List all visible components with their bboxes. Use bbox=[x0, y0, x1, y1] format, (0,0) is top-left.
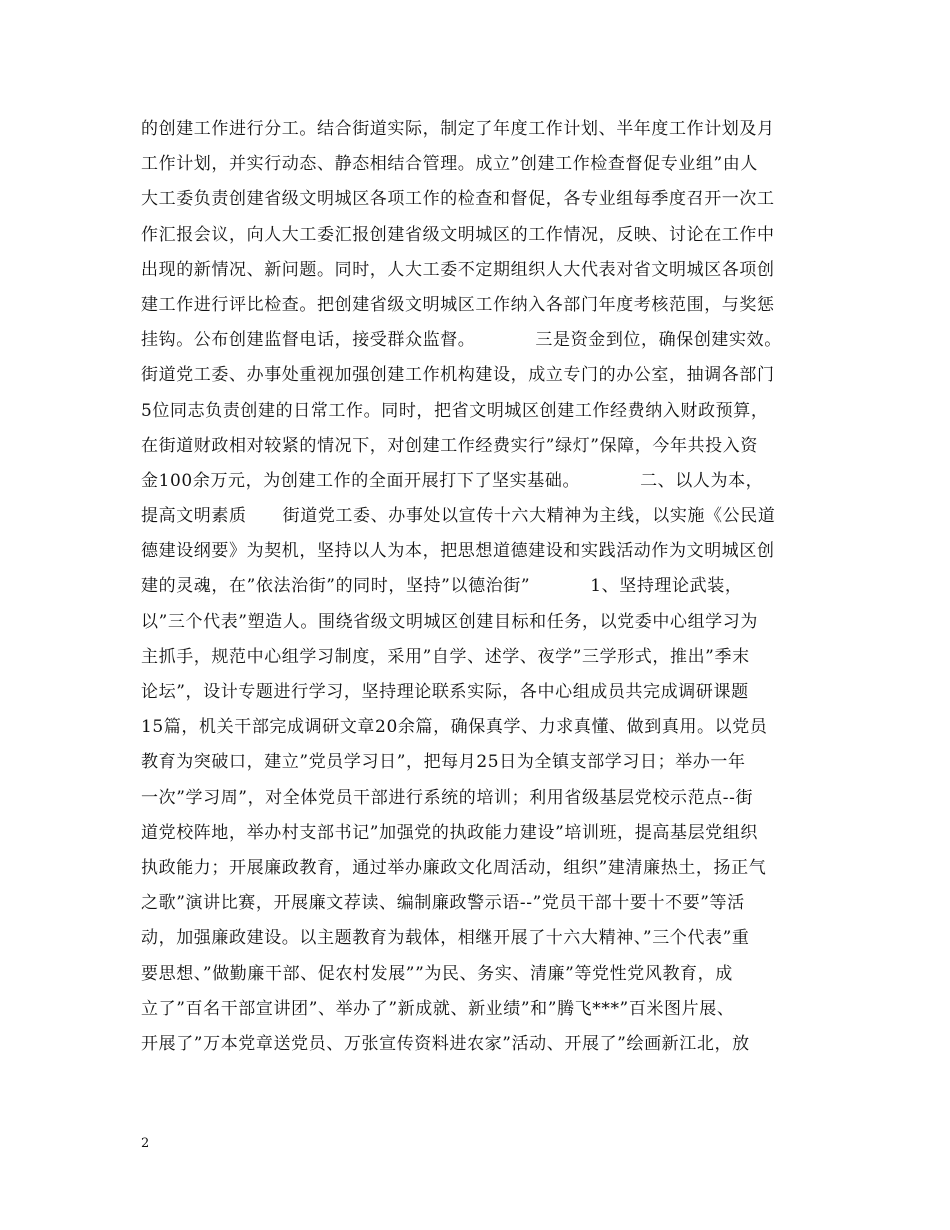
text-line: 提高文明素质 街道党工委、办事处以宣传十六大精神为主线，以实施《公民道 bbox=[141, 506, 776, 527]
body-text bbox=[141, 112, 841, 1062]
text-line: 一次”学习周”，对全体党员干部进行系统的培训；利用省级基层党校示范点--街 bbox=[141, 787, 754, 808]
text-line: 建的灵魂，在”依法治街”的同时，坚持”以德治街” 1、坚持理论武装， bbox=[141, 576, 743, 597]
text-line: 主抓手，规范中心组学习制度，采用”自学、述学、夜学”三学形式，推出”季末 bbox=[141, 646, 750, 667]
text-line: 建工作进行评比检查。把创建省级文明城区工作纳入各部门年度考核范围，与奖惩 bbox=[141, 294, 775, 315]
text-line: 之歌”演讲比赛，开展廉文荐读、编制廉政警示语--”党员干部十要十不要”等活 bbox=[141, 893, 745, 914]
text-line: 要思想、”做勤廉干部、促农村发展””为民、务实、清廉”等党性党风教育，成 bbox=[141, 963, 733, 984]
page-number: 2 bbox=[141, 1136, 150, 1151]
text-line: 5位同志负责创建的日常工作。同时，把省文明城区创建工作经费纳入财政预算， bbox=[141, 400, 769, 421]
text-line: 作汇报会议，向人大工委汇报创建省级文明城区的工作情况，反映、讨论在工作中 bbox=[141, 224, 775, 245]
text-line: 立了”百名干部宣讲团”、举办了”新成就、新业绩”和”腾飞***”百米图片展、 bbox=[141, 998, 735, 1019]
text-line: 的创建工作进行分工。结合街道实际，制定了年度工作计划、半年度工作计划及月 bbox=[141, 119, 775, 139]
text-line: 金100余万元，为创建工作的全面开展打下了坚实基础。 二、以人为本， bbox=[141, 470, 764, 491]
text-line: 德建设纲要》为契机，坚持以人为本，把思想道德建设和实践活动作为文明城区创 bbox=[141, 541, 775, 562]
text-line: 挂钩。公布创建监督电话，接受群众监督。 三是资金到位，确保创建实效。 bbox=[141, 330, 782, 351]
text-line: 出现的新情况、新问题。同时，人大工委不定期组织人大代表对省文明城区各项创 bbox=[141, 259, 775, 280]
text-line: 15篇，机关干部完成调研文章20余篇，确保真学、力求真懂、做到真用。以党员 bbox=[141, 717, 768, 738]
text-line: 以”三个代表”塑造人。围绕省级文明城区创建目标和任务，以党委中心组学习为 bbox=[141, 611, 758, 632]
text-line: 道党校阵地，举办村支部书记”加强党的执政能力建设”培训班，提高基层党组织 bbox=[141, 822, 758, 843]
text-line: 工作计划，并实行动态、静态相结合管理。成立”创建工作检查督促专业组”由人 bbox=[141, 154, 758, 175]
text-line: 教育为突破口，建立”党员学习日”，把每月25日为全镇支部学习日；举办一年 bbox=[141, 752, 746, 773]
text-line: 动，加强廉政建设。以主题教育为载体，相继开展了十六大精神、”三个代表”重 bbox=[141, 928, 750, 949]
text-line: 在街道财政相对较紧的情况下，对创建工作经费实行”绿灯”保障，今年共投入资 bbox=[141, 435, 758, 456]
text-line: 执政能力；开展廉政教育，通过举办廉政文化周活动，组织”建清廉热土，扬正气 bbox=[141, 857, 767, 878]
text-line: 街道党工委、办事处重视加强创建工作机构建设，成立专门的办公室，抽调各部门 bbox=[141, 365, 775, 386]
text-line: 开展了”万本党章送党员、万张宣传资料进农家”活动、开展了”绘画新江北，放 bbox=[141, 1033, 750, 1054]
text-line: 论坛”，设计专题进行学习，坚持理论联系实际，各中心组成员共完成调研课题 bbox=[141, 682, 749, 702]
text-line: 大工委负责创建省级文明城区各项工作的检查和督促，各专业组每季度召开一次工 bbox=[141, 189, 775, 210]
